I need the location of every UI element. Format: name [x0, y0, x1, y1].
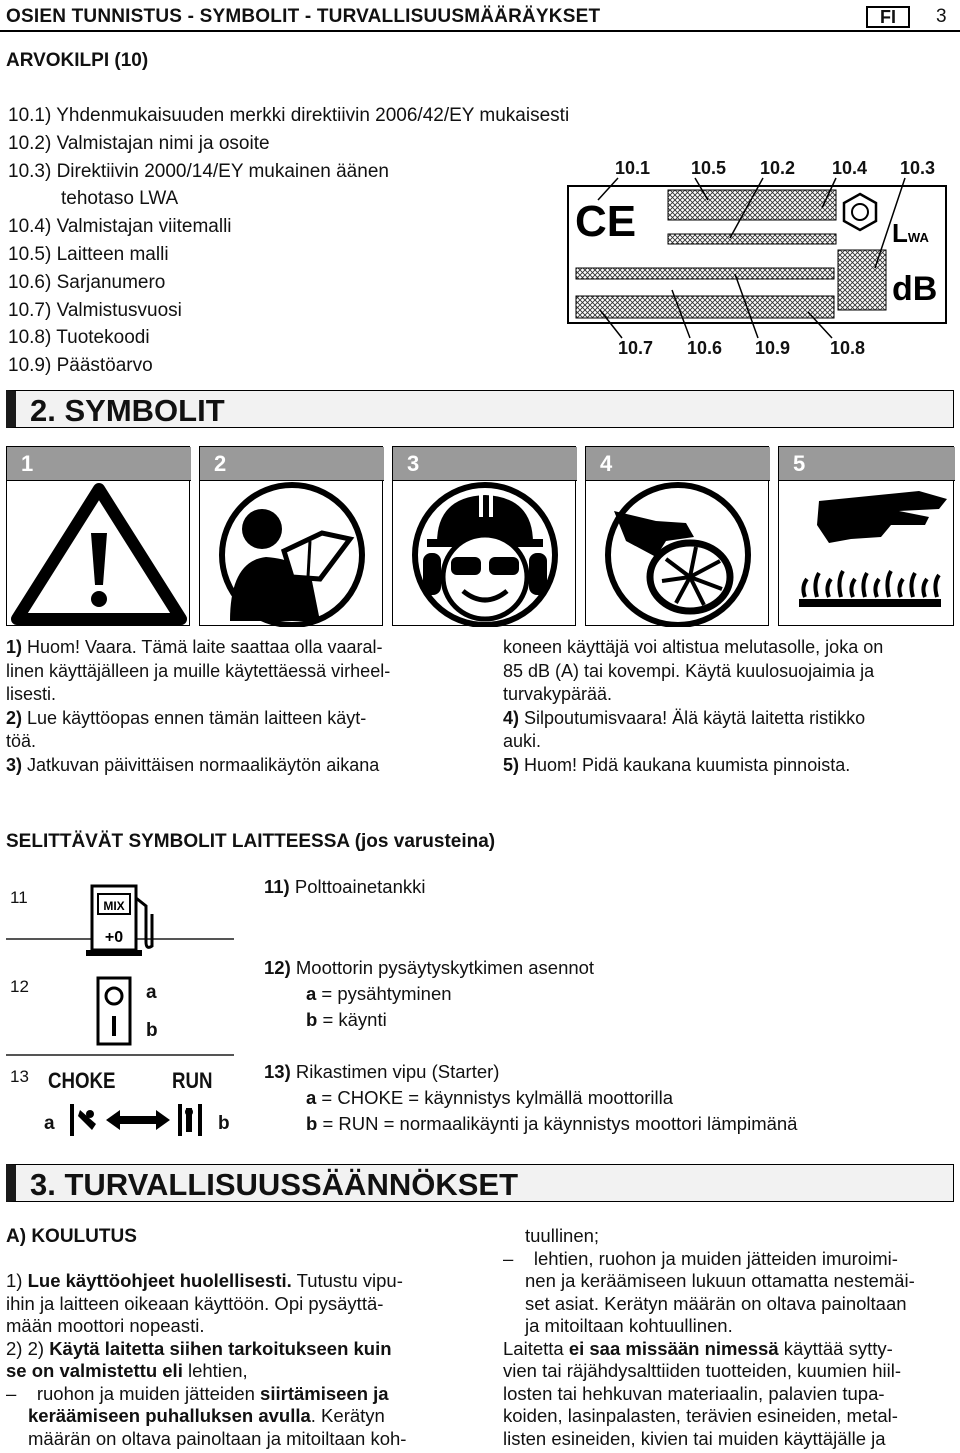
plate-label-top: 10.4 — [832, 158, 868, 178]
plate-item: 10.9) Päästöarvo — [8, 355, 153, 377]
list-dash: – — [6, 1382, 17, 1404]
db-mark: dB — [892, 270, 938, 308]
paragraph-line: Silpoutumisvaara! Älä käytä laitetta ristikko — [524, 707, 866, 728]
choke-lever-icon — [60, 1100, 210, 1140]
emphasis: se on valmistettu eli — [6, 1360, 183, 1381]
rating-plate-diagram — [560, 150, 955, 365]
section-title: 2. SYMBOLIT — [30, 393, 225, 428]
mix-plus-label: +0 — [104, 929, 124, 946]
mix-label: MIX — [103, 899, 125, 913]
plate-heading: ARVOKILPI (10) — [6, 50, 149, 71]
safety-text-left — [6, 1270, 458, 1450]
header-rule — [0, 30, 960, 32]
safety-text-right — [503, 1225, 955, 1450]
paragraph-line: koneen käyttäjä voi altistua melutasolle, joka on — [503, 637, 884, 657]
symbol-number-bar — [200, 447, 384, 481]
plate-field-address — [576, 268, 834, 279]
paragraph-line: määrän on oltava painoltaan ja mitoiltaan koh- — [28, 1427, 407, 1449]
plate-item: 10.7) Valmistusvuosi — [8, 299, 182, 321]
plate-item: 10.4) Valmistajan viitemalli — [8, 216, 232, 238]
paragraph-line: set asiat. Kerätyn määrän on oltava painoltaan — [525, 1292, 907, 1314]
plate-item: 10.3) Direktiivin 2000/14/EY mukainen äänen — [8, 160, 389, 182]
paragraph-line: mään moottori nopeasti. — [6, 1315, 205, 1336]
hot-surface-icon — [779, 481, 955, 627]
paragraph-line: Laitetta — [503, 1337, 569, 1359]
symbol-number: 5 — [793, 451, 806, 476]
paragraph-line: turvakypärää. — [503, 684, 613, 704]
explain-heading: SELITTÄVÄT SYMBOLIT LAITTEESSA (jos varusteina) — [6, 831, 496, 852]
paragraph-line: listen esineiden, kivien tai muiden käyttäjälle ja — [503, 1427, 886, 1449]
paragraph-line: = RUN = normaalikäynti ja käynnistys moottori lämpimänä — [317, 1113, 798, 1134]
symbols-text-left — [6, 636, 456, 777]
plate-item: 10.5) Laitteen malli — [8, 243, 169, 265]
plate-item: 10.2) Valmistajan nimi ja osoite — [8, 132, 270, 154]
paragraph-line: Lue käyttöopas ennen tämän laitteen käyt- — [27, 707, 367, 728]
paragraph-line: Jatkuvan päivittäisen normaalikäytön aikana — [27, 754, 380, 775]
paragraph-line: ihin ja laitteen oikeaan käyttöön. Opi pysäyttä- — [6, 1292, 384, 1314]
item-number: 1) — [6, 1270, 23, 1291]
paragraph-line: = CHOKE = käynnistys kylmällä moottorilla — [316, 1087, 674, 1108]
paragraph-line: ruohon ja muiden jätteiden — [36, 1382, 261, 1404]
page-number: 3 — [936, 6, 947, 27]
read-manual-icon — [200, 481, 384, 627]
paragraph-line: ja mitoiltaan kohtuullinen. — [525, 1315, 733, 1336]
symbol-cell — [6, 446, 190, 626]
lwa-mark: LWA — [892, 218, 929, 248]
paragraph-line: auki. — [503, 731, 542, 751]
hand-cutting-hazard-icon — [586, 481, 770, 627]
paragraph-line: linen käyttäjälleen ja muille käytettäessä virheel- — [6, 660, 391, 681]
section-band-symbols — [6, 390, 954, 428]
symbol-number-bar — [7, 447, 191, 481]
paragraph-line: Moottorin pysäytyskytkimen asennot — [295, 957, 595, 978]
warning-triangle-icon — [7, 481, 191, 627]
emphasis: keräämiseen puhalluksen avulla — [28, 1405, 311, 1426]
paragraph-line: vien tai räjähdysalttiiden tuotteiden, kuumien hiil- — [503, 1360, 901, 1381]
list-dash: – — [503, 1247, 514, 1269]
paragraph-line: Huom! Pidä kaukana kuumista pinnoista. — [524, 754, 851, 775]
section-title: 3. TURVALLISUUSSÄÄNNÖKSET — [30, 1167, 519, 1202]
language-badge: FI — [866, 6, 910, 28]
page-header-title: OSIEN TUNNISTUS - SYMBOLIT - TURVALLISUUSMÄÄRÄYKSET — [6, 6, 601, 27]
symbol-tag: 11 — [10, 888, 28, 907]
symbol-tag: 13 — [10, 1067, 29, 1086]
paragraph-line: Huom! Vaara. Tämä laite saattaa olla vaaral- — [27, 637, 383, 657]
symbol-number-bar — [586, 447, 770, 481]
paragraph-line: Polttoainetankki — [294, 876, 426, 897]
run-label: RUN — [172, 1068, 213, 1093]
paragraph-line: nen ja keräämiseen lukuun ottamatta nestemäi- — [525, 1270, 915, 1291]
plate-field-model — [668, 190, 836, 220]
paragraph-line: tuullinen; — [525, 1225, 600, 1246]
emphasis: Käytä laitetta siihen tarkoitukseen kuin — [49, 1337, 392, 1359]
item-number: 3) — [6, 754, 23, 775]
explain-13-text — [264, 1059, 797, 1137]
paragraph-line: Rikastimen vipu (Starter) — [295, 1061, 500, 1082]
plate-item: 10.8) Tuotekoodi — [8, 327, 150, 349]
paragraph-line: Tutustu vipu- — [291, 1270, 403, 1291]
symbol-cell — [585, 446, 769, 626]
paragraph-line: . Kerätyn — [310, 1405, 385, 1426]
plate-field-name — [668, 234, 836, 244]
plate-field-noise — [838, 250, 886, 310]
plate-item: 10.6) Sarjanumero — [8, 271, 166, 293]
item-key: a — [306, 983, 317, 1004]
choke-label: CHOKE — [48, 1068, 116, 1093]
item-key: b — [306, 1113, 318, 1134]
paragraph-line: = pysähtyminen — [316, 983, 452, 1004]
item-key: a — [306, 1087, 317, 1108]
item-number: 5) — [503, 754, 520, 775]
plate-label-top: 10.2 — [760, 158, 796, 178]
plate-label-bottom: 10.6 — [687, 338, 723, 358]
protective-equipment-icon — [393, 481, 577, 627]
symbol-cell — [778, 446, 954, 626]
symbol-tag: 12 — [10, 977, 29, 996]
plate-label-bottom: 10.9 — [755, 338, 791, 358]
symbol-cell — [199, 446, 383, 626]
section-band-safety — [6, 1164, 954, 1202]
plate-label-top: 10.5 — [691, 158, 727, 178]
paragraph-line: käyttää sytty- — [778, 1337, 893, 1359]
item-number: 1) — [6, 637, 23, 657]
emphasis: ei saa missään nimessä — [568, 1337, 779, 1359]
item-key: b — [306, 1009, 318, 1030]
item-number: 13) — [264, 1061, 291, 1082]
switch-label-b: b — [146, 1020, 158, 1041]
symbol-number: 3 — [407, 451, 420, 476]
stop-switch-icon — [96, 976, 132, 1046]
plate-item: 10.1) Yhdenmukaisuuden merkki direktiivin 2006/42/EY mukaisesti — [8, 105, 570, 126]
switch-label-a: a — [146, 982, 157, 1003]
emphasis: Lue käyttöohjeet huolellisesti. — [27, 1270, 292, 1291]
explain-11-text — [264, 875, 425, 899]
symbol-number: 4 — [600, 451, 613, 476]
fuel-tank-icon — [84, 880, 164, 960]
plate-label-bottom: 10.8 — [830, 338, 866, 358]
plate-item-list — [8, 102, 569, 380]
plate-field-serial — [576, 296, 834, 318]
symbol-cell — [392, 446, 576, 626]
item-number: 2) 2) — [6, 1337, 45, 1359]
emphasis: siirtämiseen ja — [260, 1382, 389, 1404]
speaker-hex-icon — [844, 194, 876, 230]
item-number: 2) — [6, 707, 23, 728]
plate-label-top: 10.3 — [900, 158, 936, 178]
divider — [6, 1054, 234, 1056]
symbol-number: 1 — [21, 451, 34, 476]
item-number: 4) — [503, 707, 520, 728]
symbol-number-bar — [393, 447, 577, 481]
plate-item: tehotaso LWA — [61, 188, 179, 210]
paragraph-line: koiden, lasinpalasten, terävien esineiden, metal- — [503, 1405, 898, 1426]
paragraph-line: lehtien, ruohon ja muiden jätteiden imuroimi- — [533, 1247, 898, 1269]
item-number: 12) — [264, 957, 291, 978]
symbol-number-bar — [779, 447, 955, 481]
paragraph-line: lisesti. — [6, 684, 57, 704]
paragraph-line: lehtien, — [182, 1360, 248, 1381]
paragraph-line: töä. — [6, 731, 37, 751]
choke-label-b: b — [218, 1113, 230, 1134]
paragraph-line: losten tai hehkuvan materiaalin, palavien tupa- — [503, 1382, 885, 1404]
ce-mark: CE — [575, 197, 637, 246]
item-number: 11) — [264, 876, 290, 897]
subsection-heading: A) KOULUTUS — [6, 1226, 137, 1247]
plate-label-top: 10.1 — [615, 158, 651, 178]
symbol-number: 2 — [214, 451, 227, 476]
choke-label-a: a — [44, 1113, 55, 1134]
explain-12-text — [264, 955, 594, 1033]
symbols-text-right — [503, 636, 955, 777]
paragraph-line: = käynti — [317, 1009, 387, 1030]
paragraph-line: 85 dB (A) tai kovempi. Käytä kuulosuojaimia ja — [503, 660, 875, 681]
plate-label-bottom: 10.7 — [618, 338, 654, 358]
